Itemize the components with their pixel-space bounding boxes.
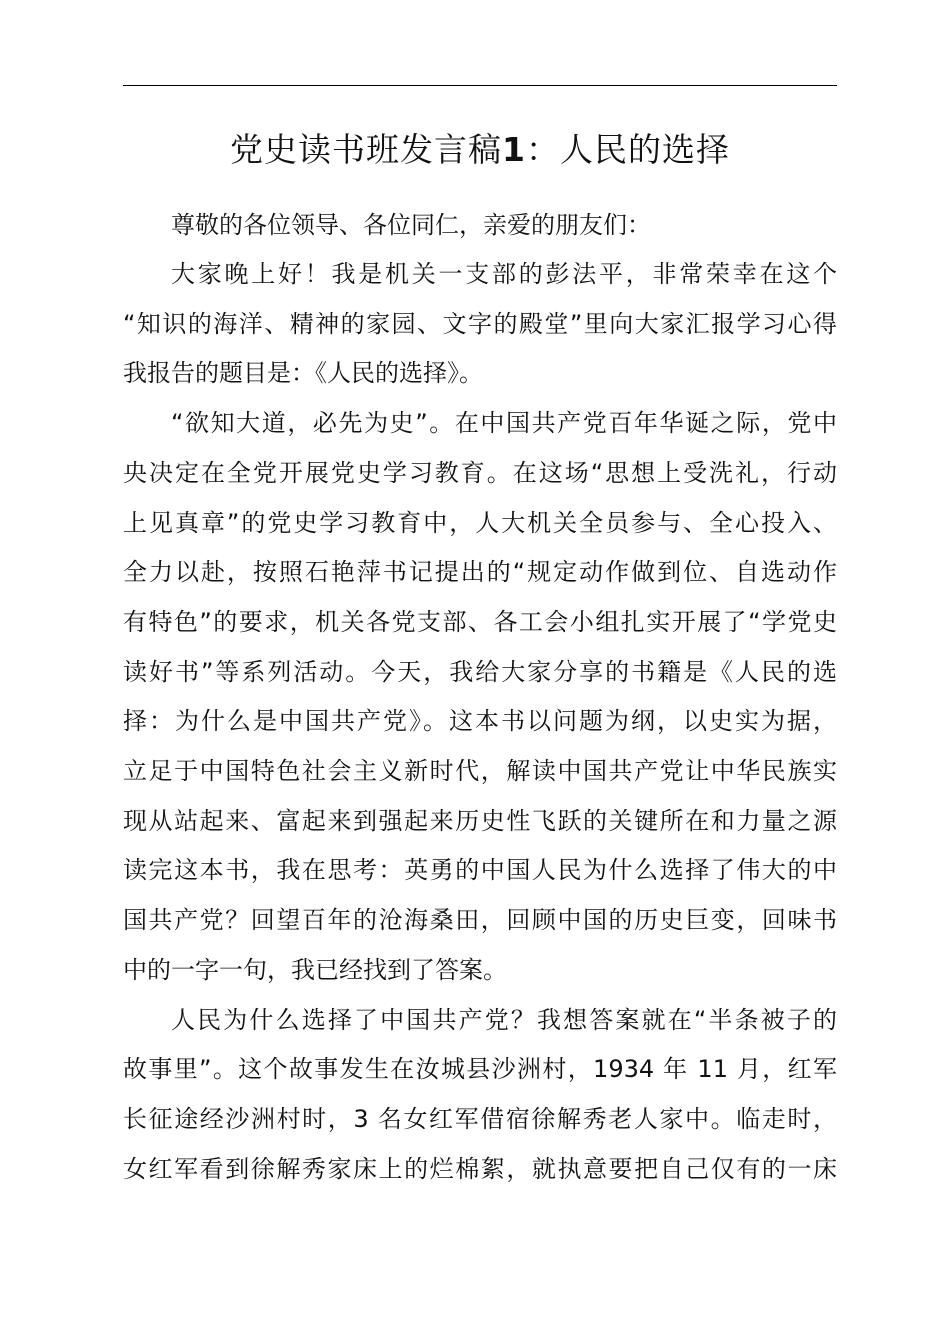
paragraph-line: 读完这本书，我在思考：英勇的中国人民为什么选择了伟大的中 xyxy=(123,856,837,884)
title-number: 1 xyxy=(502,130,526,169)
paragraph-line: 上见真章”的党史学习教育中，人大机关全员参与、全心投入、 xyxy=(123,509,837,537)
paragraph-line: 立足于中国特色社会主义新时代，解读中国共产党让中华民族实 xyxy=(123,757,837,785)
paragraph-line: 读好书”等系列活动。今天，我给大家分享的书籍是《人民的选 xyxy=(123,658,837,686)
paragraph-line: 择：为什么是中国共产党》。这本书以问题为纲，以史实为据， xyxy=(123,707,837,735)
paragraph-line: 女红军看到徐解秀家床上的烂棉絮，就执意要把自己仅有的一床 xyxy=(123,1155,837,1183)
title-suffix: ：人民的选择 xyxy=(525,130,730,169)
paragraph-line: 全力以赴，按照石艳萍书记提出的“规定动作做到位、自选动作 xyxy=(123,558,837,586)
paragraph-line: 人民为什么选择了中国共产党？我想答案就在“半条被子的 xyxy=(171,1006,837,1034)
greeting-line: 尊敬的各位领导、各位同仁，亲爱的朋友们： xyxy=(171,211,651,239)
paragraph-line: 我报告的题目是：《人民的选择》。 xyxy=(123,359,483,387)
paragraph-line: 有特色”的要求，机关各党支部、各工会小组扎实开展了“学党史 xyxy=(123,608,837,636)
paragraph-line: 大家晚上好！我是机关一支部的彭法平，非常荣幸在这个 xyxy=(171,260,837,288)
paragraph-line: “知识的海洋、精神的家园、文字的殿堂”里向大家汇报学习心得 xyxy=(123,310,837,338)
paragraph-line: 长征途经沙洲村时，3 名女红军借宿徐解秀老人家中。临走时， xyxy=(123,1105,837,1133)
paragraph-line: 国共产党？回望百年的沧海桑田，回顾中国的历史巨变，回味书 xyxy=(123,906,837,934)
paragraph-line: 现从站起来、富起来到强起来历史性飞跃的关键所在和力量之源 xyxy=(123,807,837,835)
paragraph-line: “欲知大道，必先为史”。在中国共产党百年华诞之际，党中 xyxy=(171,409,837,437)
page-title xyxy=(123,124,837,176)
paragraph-line: 中的一字一句，我已经找到了答案。 xyxy=(123,956,507,984)
paragraph-line: 央决定在全党开展党史学习教育。在这场“思想上受洗礼，行动 xyxy=(123,459,837,487)
header-rule xyxy=(123,85,837,86)
paragraph-line: 故事里”。这个故事发生在汝城县沙洲村，1934 年 11 月，红军 xyxy=(123,1055,837,1083)
title-prefix: 党史读书班发言稿 xyxy=(230,130,503,169)
